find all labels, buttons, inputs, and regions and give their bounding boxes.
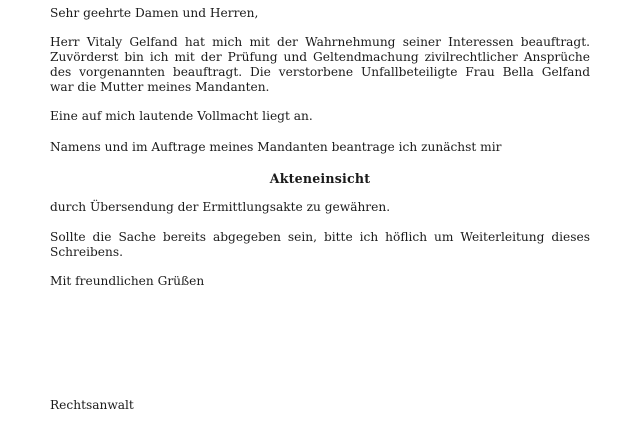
- letter-body: [50, 6, 590, 289]
- paragraph-mandate-line-1: Herr Vitaly Gelfand hat mich mit der Wahrnehmung seiner Interessen beauftragt.: [50, 35, 590, 49]
- paragraph-request: Namens und im Auftrage meines Mandanten beantrage ich zunächst mir: [50, 140, 502, 154]
- paragraph-mandate-line-3: des vorgenannten beauftragt. Die verstorbene Unfallbeteiligte Frau Bella Gelfand: [50, 65, 590, 79]
- paragraph-forwarding-line-2: Schreibens.: [50, 245, 123, 259]
- paragraph-mandate: [50, 35, 590, 95]
- paragraph-forwarding: [50, 230, 590, 260]
- paragraph-forwarding-line-1: Sollte die Sache bereits abgegeben sein, bitte ich höflich um Weiterleitung dieses: [50, 230, 590, 244]
- paragraph-transmission: durch Übersendung der Ermittlungsakte zu gewähren.: [50, 200, 391, 214]
- closing-greeting: Mit freundlichen Grüßen: [50, 274, 205, 288]
- paragraph-mandate-line-2: Zuvörderst bin ich mit der Prüfung und Geltendmachung zivilrechtlicher Ansprüche: [50, 50, 590, 64]
- paragraph-mandate-line-4: war die Mutter meines Mandanten.: [50, 80, 270, 94]
- signature-title: Rechtsanwalt: [50, 398, 134, 412]
- paragraph-power-of-attorney: Eine auf mich lautende Vollmacht liegt an.: [50, 109, 313, 123]
- heading-akteneinsicht: Akteneinsicht: [269, 171, 371, 186]
- salutation: Sehr geehrte Damen und Herren,: [50, 6, 259, 20]
